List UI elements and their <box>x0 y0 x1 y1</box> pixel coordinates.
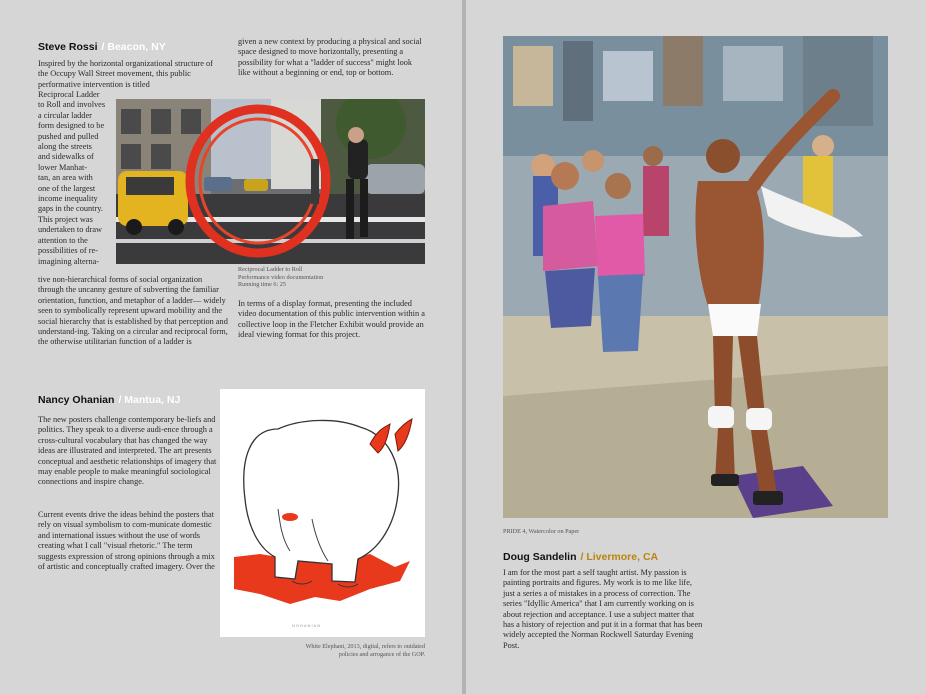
artist-heading-steve <box>38 37 166 55</box>
caption-title: Reciprocal Ladder to Roll <box>238 266 303 273</box>
poster-caption-line1: White Elephant, 2013, digital, refers to outdated <box>305 643 425 650</box>
steve-col2-bottom-paragraph: In terms of a display format, presenting the included video documentation of this public intervention within a collective loop in the Fletcher Exhibit would provide an ideal viewing format for this project. <box>238 299 425 340</box>
steve-col2-top-paragraph: given a new context by producing a physical and social space designed to move horizontally, presenting a possibility for what a "ladder of success" might look like without a beginning or end, top or bottom. <box>238 37 422 78</box>
nancy-paragraph-1: The new posters challenge contemporary be-liefs and politics. They speak to a diverse audi-ence through a cross-cultural vocabulary that has changed the way ideas are illustrated and interpreted. The art presents conceptual and aesthetic relationships of imagery that may enable people to make meaningful sociological connections and inspire change. <box>38 415 217 487</box>
steve-wrap-line: pushed and pulled <box>38 131 99 141</box>
steve-wrap-line: one of the largest <box>38 183 96 193</box>
artist-heading-nancy <box>38 390 180 408</box>
steve-intro-paragraph: Inspired by the horizontal organizational structure of the Occupy Wall Street movement, this public performative intervention is titled <box>38 59 213 89</box>
poster-caption-line2: policies and arrogance of the GOP. <box>338 650 425 658</box>
steve-wrap-line: tan, an area with <box>38 173 93 183</box>
doug-paragraph: I am for the most part a self taught artist. My passion is painting portraits and figures. My work is to me like life, just a series a of mistakes in a process of correction. The series "Idyllic America" that I am currently working on is about rejection and acceptance. I use a subject matter that has a history of rejection and put it in a format that has been widely accepted the Norman Rockwell Saturday Evening Post. <box>503 568 703 650</box>
white-elephant-poster <box>220 389 425 637</box>
steve-wrap-line: along the streets <box>38 142 92 152</box>
steve-wrap-line: attention to the <box>38 235 88 245</box>
right-page <box>466 0 926 694</box>
caption-runtime: Running time 6: 25 <box>238 281 286 289</box>
artist-location: / Beacon, NY <box>101 41 166 53</box>
steve-wrap-line: and sidewalks of <box>38 152 94 162</box>
caption-medium: Performance video documentation <box>238 273 324 281</box>
artist-heading-doug <box>503 547 658 565</box>
steve-wrap-line: imagining alterna- <box>38 256 100 266</box>
steve-wrap-line: a circular ladder <box>38 110 92 120</box>
artist-name: Steve Rossi <box>38 41 98 53</box>
poster-caption <box>225 643 425 658</box>
reciprocal-ladder-photo <box>116 99 425 264</box>
steve-continued-paragraph: tive non-hierarchical forms of social organization through the uncanny gesture of subverting the familiar orientation, function, and metaphor of a ladder— widely seen to symbolically represent upward mobility and the social hierarchy that is established by that perception and understand-ing. Taking on a circular and reciprocal form, the otherwise utilitarian function of a ladder is <box>38 275 228 347</box>
elephant-illustration <box>220 389 425 637</box>
artist-signature: NOHANIAN <box>292 623 322 628</box>
painting-caption: PRIDE 4, Watercolor on Paper <box>503 528 580 535</box>
steve-wrap-line: Reciprocal Ladder <box>38 90 100 99</box>
steve-wrap-line: This project was <box>38 214 93 224</box>
steve-wrap-line: possibilities of re- <box>38 246 98 256</box>
steve-wrapped-text <box>38 90 118 267</box>
artist-location: / Livermore, CA <box>580 551 659 563</box>
artist-location: / Mantua, NJ <box>118 394 181 406</box>
video-caption <box>238 266 423 289</box>
steve-wrap-line: undertaken to draw <box>38 225 103 235</box>
painting-image <box>503 36 888 518</box>
steve-wrap-line: to Roll and involves <box>38 100 106 110</box>
nancy-paragraph-2: Current events drive the ideas behind the posters that rely on visual symbolism to com-municate domestic and international issues without the use of words creating what I call "visual rhetoric." The term suggests expression of strong opinions through a mix of artistic and conceptually crafted imagery. Over the <box>38 510 215 572</box>
steve-wrap-line: gaps in the country. <box>38 204 103 214</box>
steve-wrap-line: lower Manhat- <box>38 162 88 172</box>
left-page <box>0 0 462 694</box>
artist-name: Nancy Ohanian <box>38 394 115 406</box>
steve-wrap-line: income inequality <box>38 194 98 204</box>
artist-name: Doug Sandelin <box>503 551 577 563</box>
street-scene-image <box>116 99 425 264</box>
pride-4-painting <box>503 36 888 518</box>
steve-wrap-line: form designed to be <box>38 121 105 131</box>
